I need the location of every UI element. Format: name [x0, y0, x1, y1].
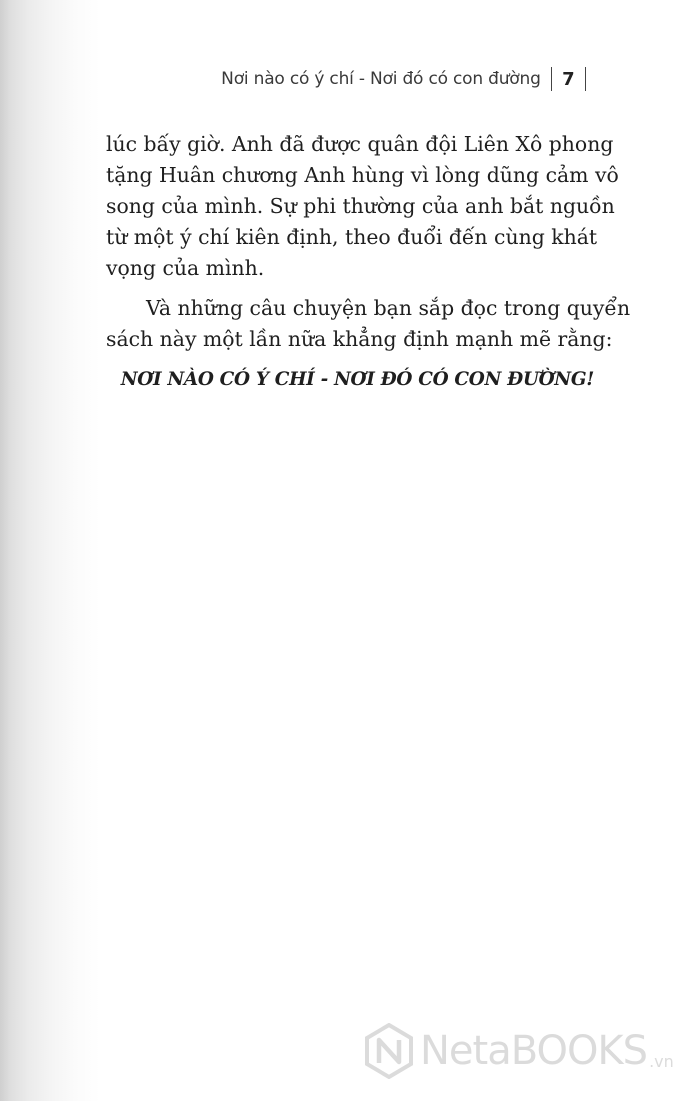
header-title: Nơi nào có ý chí - Nơi đó có con đường	[221, 69, 541, 89]
paragraph-1	[106, 129, 619, 284]
watermark-suffix: .vn	[649, 1052, 674, 1071]
text-line: vọng của mình.	[106, 256, 265, 280]
netabooks-logo-icon	[364, 1023, 414, 1079]
text-line: lúc bấy giờ. Anh đã được quân đội Liên Xô phong	[106, 132, 614, 156]
header-separator	[551, 67, 553, 91]
header-separator-end	[585, 67, 587, 91]
text-line: Và những câu chuyện bạn sắp đọc trong quyển	[146, 296, 631, 320]
page-number: 7	[562, 68, 575, 90]
paragraph-2	[106, 293, 631, 355]
watermark-brand: NetaBOOKS	[420, 1028, 648, 1074]
motto-line: NƠI NÀO CÓ Ý CHÍ - NƠI ĐÓ CÓ CON ĐƯỜNG!	[120, 369, 594, 390]
text-line: song của mình. Sự phi thường của anh bắt nguồn	[106, 194, 615, 218]
running-header	[221, 64, 596, 94]
text-line: sách này một lần nữa khẳng định mạnh mẽ rằng:	[106, 327, 613, 351]
text-line: từ một ý chí kiên định, theo đuổi đến cùng khát	[106, 225, 598, 249]
text-line: tặng Huân chương Anh hùng vì lòng dũng cảm vô	[106, 163, 619, 187]
netabooks-watermark	[364, 1023, 674, 1079]
body-text	[106, 129, 631, 395]
